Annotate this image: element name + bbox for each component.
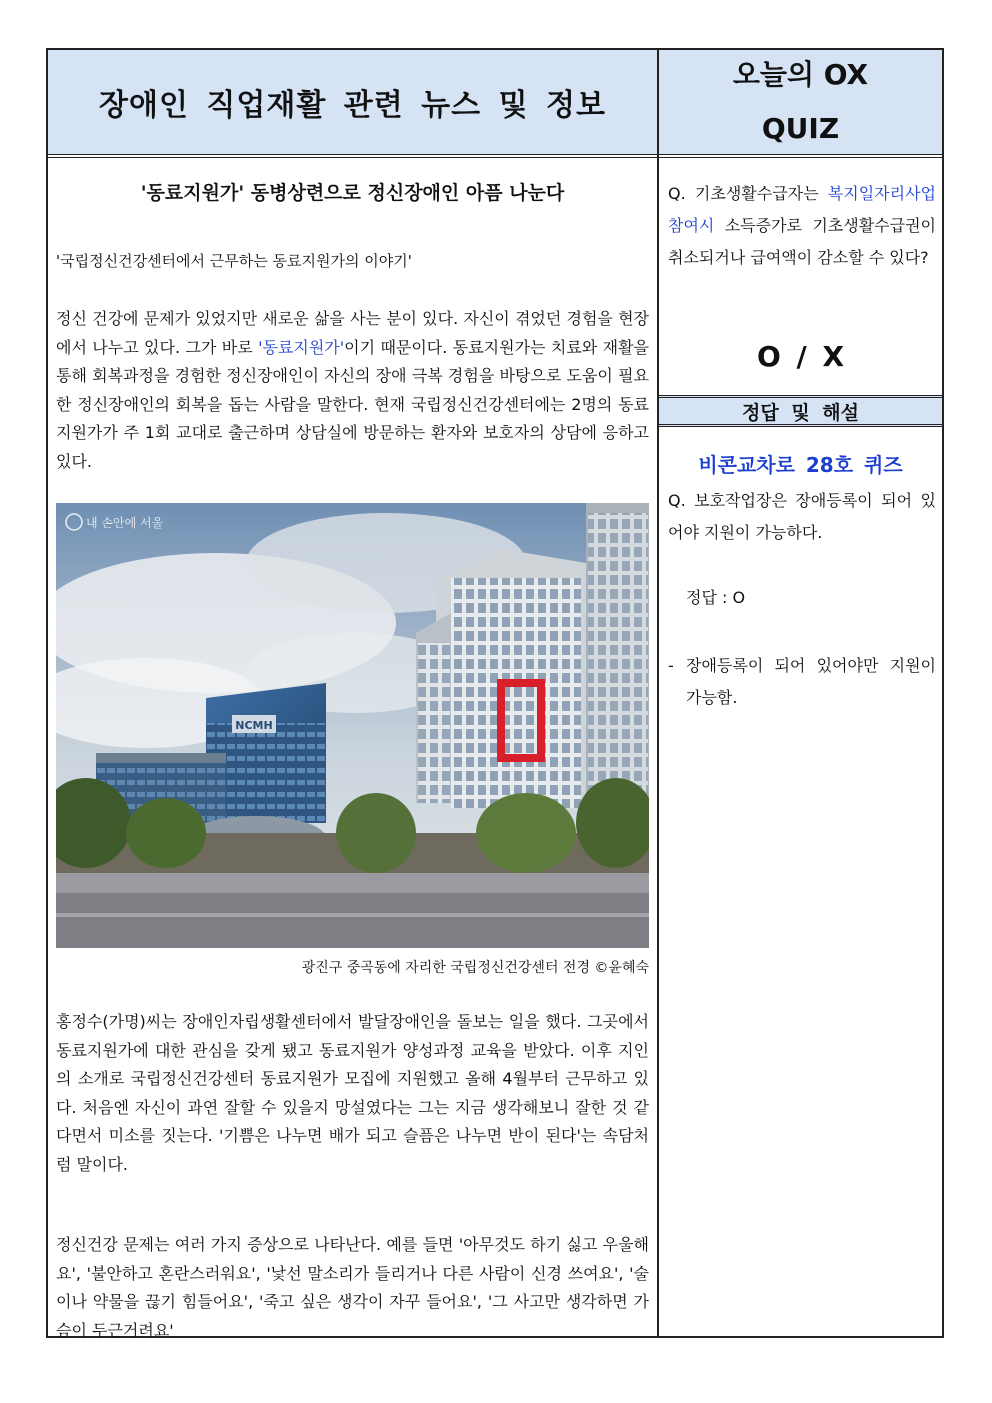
explanation-dash: - — [668, 656, 674, 675]
page-title: 장애인 직업재활 관련 뉴스 및 정보 — [48, 50, 657, 154]
quiz-question-suffix: 소득증가로 기초생활수급권이 취소되거나 급여액이 감소할 수 있다? — [668, 216, 936, 267]
previous-quiz-question: Q. 보호작업장은 장애등록이 되어 있어야 지원이 가능하다. — [668, 491, 936, 542]
article-title: '동료지원가' 동병상련으로 정신장애인 아픔 나눈다 — [140, 182, 565, 204]
photo-watermark: 내 손안에 서울 — [86, 516, 164, 530]
article-photo — [56, 503, 649, 948]
article-paragraph-3: 정신건강 문제는 여러 가지 증상으로 나타난다. 예를 들면 '아무것도 하기 싫고 우울해요', '불안하고 혼란스러워요', '낯선 말소리가 들리거나 다른 사람이 신경 쓰여요', '술이나 약물을 끊기 힘들어요', '죽고 싶은 생각이 자꾸 들어요', '그 사고만 생각하면 가슴이 두근거려요' — [56, 1235, 649, 1340]
article-paragraph-2: 홍정수(가명)씨는 장애인자립생활센터에서 발달장애인을 돌보는 일을 했다. 그곳에서 동료지원가에 대한 관심을 갖게 됐고 동료지원가 양성과정 교육을 받았다. 이후 지인의 소개로 국립정신건강센터 동료지원가 모집에 지원했고 올해 4월부터 근무하고 있다. 처음엔 자신이 과연 잘할 수 있을지 망설였다는 그는 지금 생각해보니 잘한 것 같다면서 미소를 짓는다. '기쁨은 나누면 배가 되고 슬픔은 나누면 반이 된다'는 속담처럼 말이다. — [56, 1012, 649, 1174]
photo-caption: 광진구 중곡동에 자리한 국립정신건강센터 전경 ©윤혜숙 — [301, 960, 649, 976]
previous-quiz-answer: 정답 : O — [686, 588, 746, 607]
column-divider — [657, 48, 659, 1338]
header-divider — [48, 154, 942, 158]
quiz-question-highlight: 복지일자리사업 참여시 — [668, 184, 936, 235]
article-paragraph-1 — [56, 305, 649, 476]
quiz-options: O / X — [756, 340, 845, 373]
previous-quiz-explanation — [668, 650, 936, 714]
quiz-header-line1: 오늘의 OX — [732, 58, 869, 91]
answer-heading: 정답 및 해설 — [659, 395, 942, 427]
building-sign: NCMH — [235, 719, 273, 732]
para1-text-b: 이기 때문이다. 동료지원가는 치료와 재활을 통해 회복과정을 경험한 정신장애인이 자신의 장애 극복 경험을 바탕으로 도움이 필요한 정신장애인의 회복을 돕는 사람을 말한다. 현재 국립정신건강센터에는 2명의 동료지원가가 주 1회 교대로 출근하며 상담실에 방문하는 환자와 보호자의 상담에 응하고 있다. — [56, 337, 649, 471]
quiz-header — [659, 50, 942, 154]
quiz-header-line2: QUIZ — [761, 112, 840, 145]
article-subtitle: '국립정신건강센터에서 근무하는 동료지원가의 이야기' — [56, 252, 412, 270]
para1-highlight: '동료지원가' — [258, 337, 345, 357]
quiz-question — [668, 178, 936, 274]
quiz-question-prefix: Q. 기초생활수급자는 — [668, 184, 828, 203]
explanation-text: 장애등록이 되어 있어야만 지원이 가능함. — [686, 656, 936, 707]
para1-text-a: 정신 건강에 문제가 있었지만 새로운 삶을 사는 분이 있다. 자신이 겪었던 경험을 현장에서 나누고 있다. 그가 바로 — [56, 309, 649, 357]
previous-quiz-title: 비콘교차로 28호 퀴즈 — [698, 453, 903, 477]
